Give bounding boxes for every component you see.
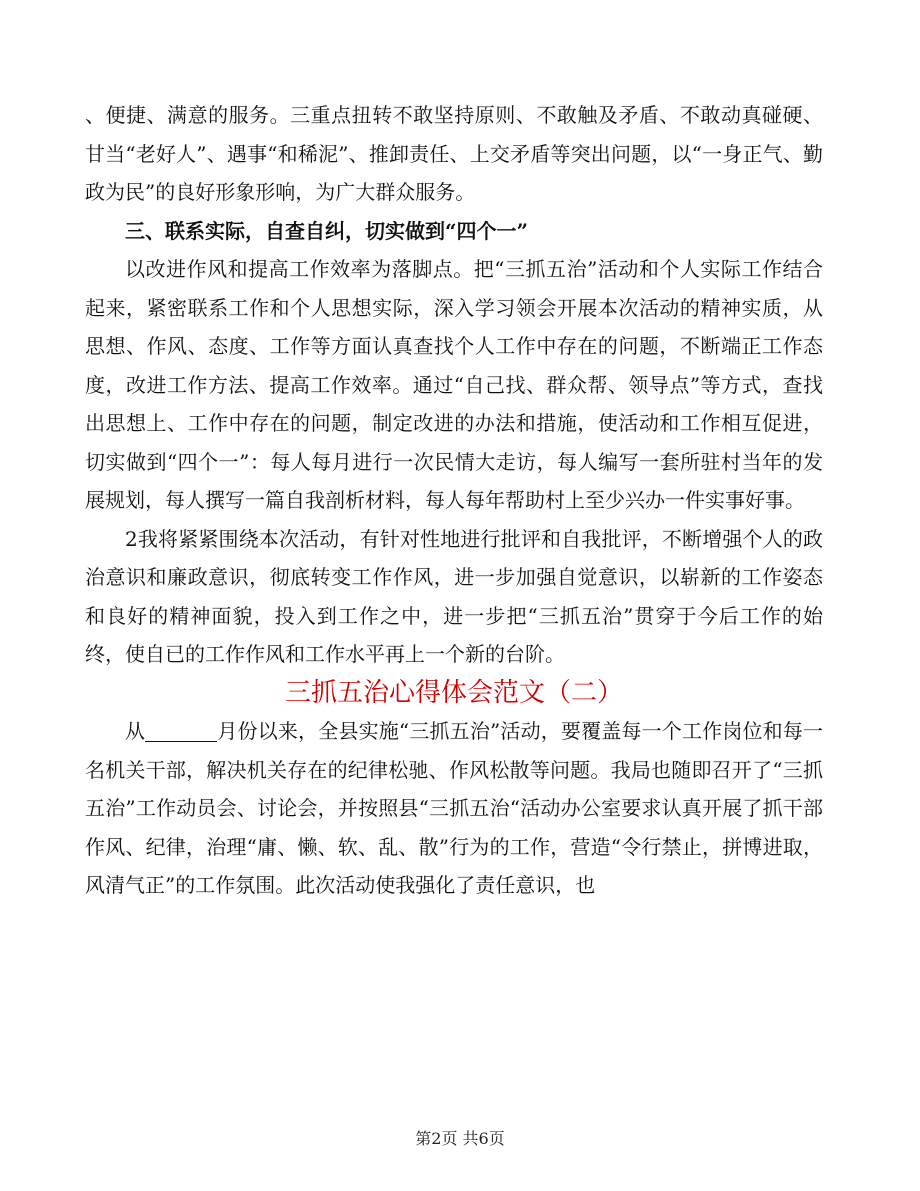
paragraph-second-article-intro: [85, 712, 823, 905]
paragraph-improve-work-style: 以改进作风和提高工作效率为落脚点。把“三抓五治”活动和个人实际工作结合起来，紧密联系工作和个人思想实际，深入学习领会开展本次活动的精神实质，从思想、作风、态度、工作等方面认真查找个人工作中存在的问题，不断端正工作态度，改进工作方法、提高工作效率。通过“自己找、群众帮、领导点”等方式，查找出思想上、工作中存在的问题，制定改进的办法和措施，使活动和工作相互促进，切实做到“四个一”：每人每月进行一次民情大走访，每人编写一套所驻村当年的发展规划，每人撰写一篇自我剖析材料，每人每年帮助村上至少兴办一件实事好事。: [85, 257, 823, 512]
section-heading-three: 三、联系实际，自查自纠，切实做到“四个一”: [125, 218, 529, 243]
fill-in-blank: [145, 721, 217, 742]
document-body: [85, 96, 823, 905]
paragraph-continuation: 、便捷、满意的服务。三重点扭转不敢坚持原则、不敢触及矛盾、不敢动真碰硬、甘当“老好人”、遇事“和稀泥”、推卸责任、上交矛盾等突出问题，以“一身正气、勤政为民”的良好形象形响，为广大群众服务。: [85, 103, 823, 204]
page-number-footer: 第2页 共6页: [415, 1129, 505, 1148]
text-before-blank: 从: [125, 719, 146, 743]
section-title: 三抓五治心得体会范文（二）: [284, 677, 623, 708]
paragraph-point-two: 2我将紧紧围绕本次活动，有针对性地进行批评和自我批评，不断增强个人的政治意识和廉政意识，彻底转变工作作风，进一步加强自觉意识，以崭新的工作姿态和良好的精神面貌，投入到工作之中，进一步把“三抓五治”贯穿于今后工作的始终，使自已的工作作风和工作水平再上一个新的台阶。: [85, 526, 823, 666]
text-after-blank: 月份以来，全县实施“三抓五治”活动，要覆盖每一个工作岗位和每一名机关干部，解决机关存在的纪律松驰、作风松散等问题。我局也随即召开了“三抓五治”工作动员会、讨论会，并按照县“三抓五治“活动办公室要求认真开展了抓干部作风、纪律，治理“庸、懒、软、乱、散”行为的工作，营造“令行禁止，拼博进取，风清气正”的工作氛围。此次活动使我强化了责任意识，也: [85, 719, 824, 897]
